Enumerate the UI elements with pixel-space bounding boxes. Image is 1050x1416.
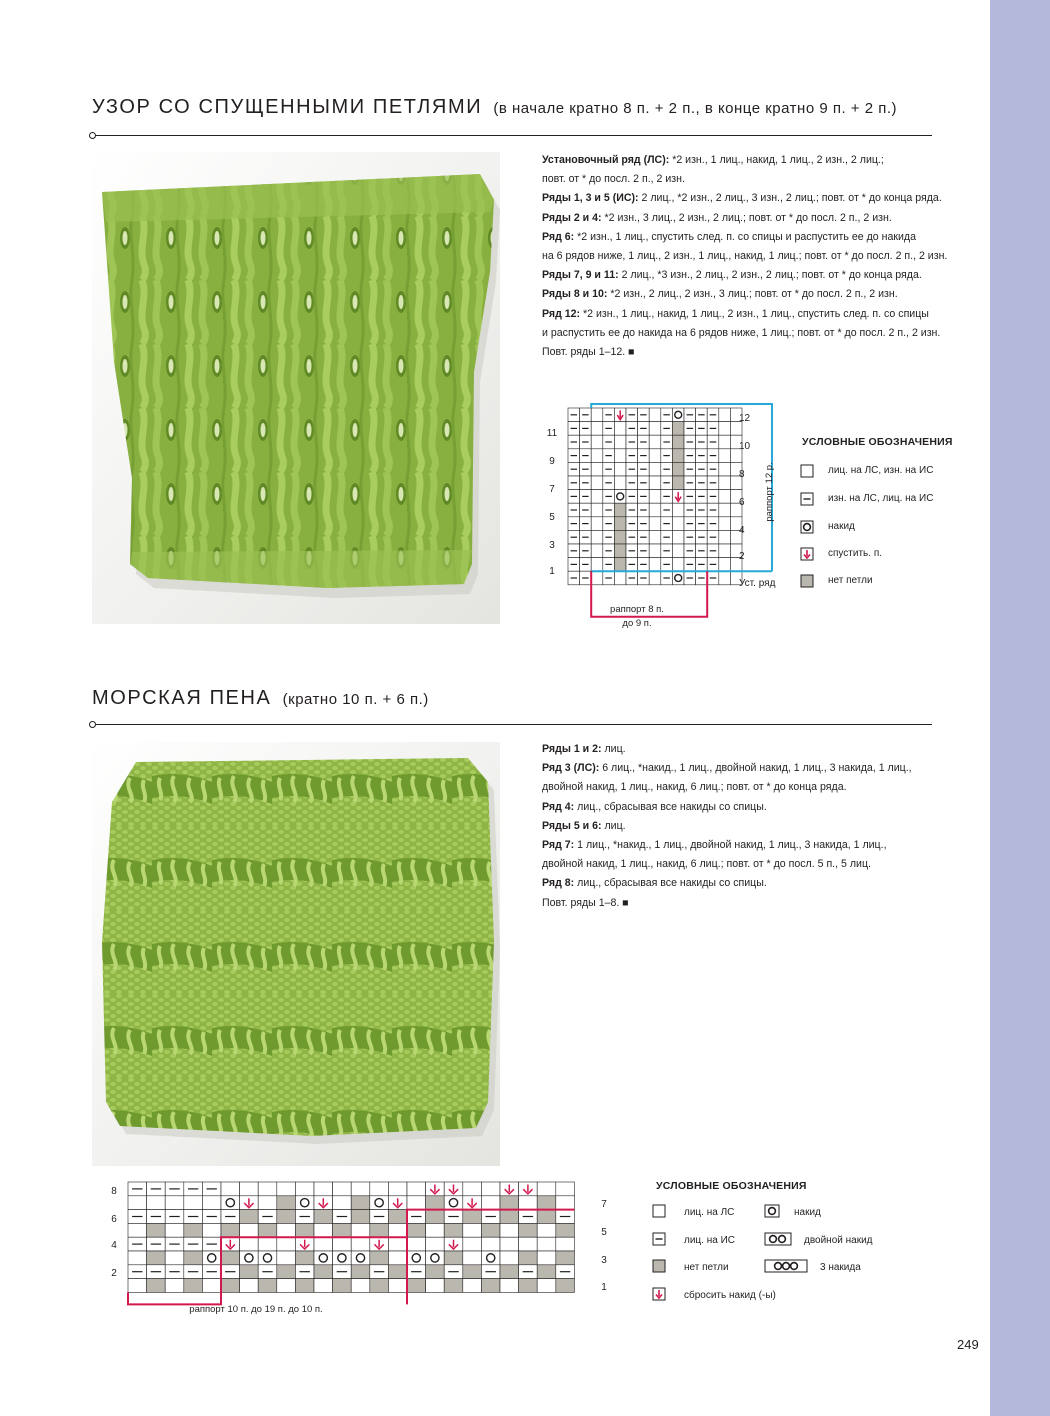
no-stitch-cell bbox=[258, 1223, 277, 1237]
knit-cell bbox=[202, 1279, 221, 1293]
knit-cell bbox=[128, 1196, 147, 1210]
double-yarn-over-icon bbox=[764, 1232, 792, 1246]
knit-cell bbox=[351, 1223, 370, 1237]
knit-cell bbox=[672, 558, 684, 572]
triple-yarn-over-icon bbox=[764, 1259, 808, 1273]
knit-cell bbox=[165, 1196, 184, 1210]
instruction-line: Ряд 4: лиц., сбрасывая все накиды со спицы. bbox=[542, 800, 767, 813]
no-stitch-cell bbox=[672, 449, 684, 463]
pattern-1-legend bbox=[800, 436, 980, 596]
knit-cell bbox=[614, 449, 626, 463]
no-stitch-cell bbox=[426, 1196, 445, 1210]
knit-cell bbox=[481, 1237, 500, 1251]
pattern-1-title bbox=[92, 96, 897, 119]
knit-cell bbox=[719, 571, 731, 585]
knit-cell bbox=[388, 1251, 407, 1265]
row-number: 1 bbox=[549, 566, 555, 577]
legend-item-label: 3 накида bbox=[820, 1262, 861, 1273]
knit-cell bbox=[426, 1237, 445, 1251]
no-stitch-cell bbox=[240, 1210, 259, 1224]
knit-cell bbox=[649, 544, 661, 558]
no-stitch-cell bbox=[614, 530, 626, 544]
legend-item-label: накид bbox=[794, 1207, 821, 1218]
knit-cell bbox=[614, 435, 626, 449]
instruction-line: Повт. ряды 1–8. ■ bbox=[542, 896, 629, 909]
knit-cell bbox=[128, 1251, 147, 1265]
legend-item-label: нет петли bbox=[828, 575, 873, 586]
dash-square-icon bbox=[800, 492, 814, 506]
knit-cell bbox=[719, 462, 731, 476]
knit-cell bbox=[258, 1196, 277, 1210]
yarn-over-icon bbox=[764, 1204, 780, 1218]
pattern-1-chart-left-row-numbers bbox=[547, 428, 558, 577]
knit-cell bbox=[719, 530, 731, 544]
no-stitch-cell bbox=[556, 1223, 575, 1237]
no-stitch-cell bbox=[221, 1251, 240, 1265]
no-stitch-cell bbox=[370, 1223, 389, 1237]
knit-cell bbox=[314, 1237, 333, 1251]
repeat-stitches-label: раппорт 8 п. bbox=[610, 604, 664, 615]
row-number: 6 bbox=[739, 497, 745, 508]
knit-cell bbox=[614, 571, 626, 585]
no-stitch-cell bbox=[444, 1279, 463, 1293]
instruction-line: Ряды 7, 9 и 11: 2 лиц., *3 изн., 2 лиц., 2 изн., 2 лиц.; повт. от * до конца ряда. bbox=[542, 269, 922, 282]
instruction-line: повт. от * до посл. 2 п., 2 изн. bbox=[542, 173, 685, 186]
knit-cell bbox=[370, 1182, 389, 1196]
knit-cell bbox=[500, 1237, 519, 1251]
knit-cell bbox=[333, 1182, 352, 1196]
knit-cell bbox=[277, 1237, 296, 1251]
row-number: 1 bbox=[601, 1282, 607, 1293]
knit-cell bbox=[295, 1182, 314, 1196]
pattern-1-title-text: УЗОР СО СПУЩЕННЫМИ ПЕТЛЯМИ bbox=[92, 96, 483, 118]
knit-cell bbox=[649, 558, 661, 572]
pattern-2-instructions bbox=[542, 740, 912, 913]
no-stitch-cell bbox=[221, 1279, 240, 1293]
knit-cell bbox=[128, 1223, 147, 1237]
row-number: 12 bbox=[739, 413, 751, 424]
no-stitch-cell bbox=[556, 1251, 575, 1265]
knit-cell bbox=[407, 1237, 426, 1251]
knit-cell bbox=[591, 490, 603, 504]
instruction-line: двойной накид, 1 лиц., накид, 6 лиц.; повт. от * до конца ряда. bbox=[542, 781, 847, 794]
knit-cell bbox=[719, 435, 731, 449]
no-stitch-cell bbox=[519, 1251, 538, 1265]
knit-cell bbox=[202, 1223, 221, 1237]
knit-cell bbox=[388, 1279, 407, 1293]
no-stitch-cell bbox=[537, 1196, 556, 1210]
knit-cell bbox=[426, 1279, 445, 1293]
knit-cell bbox=[591, 462, 603, 476]
no-stitch-cell bbox=[614, 544, 626, 558]
page-number: 249 bbox=[957, 1337, 979, 1352]
page-edge-tab bbox=[990, 0, 1050, 1416]
knit-cell bbox=[407, 1196, 426, 1210]
no-stitch-cell bbox=[426, 1210, 445, 1224]
row-number: 4 bbox=[111, 1240, 117, 1251]
knit-cell bbox=[556, 1237, 575, 1251]
no-stitch-cell bbox=[672, 462, 684, 476]
dash-square-icon bbox=[652, 1232, 666, 1246]
legend-item-label: изн. на ЛС, лиц. на ИС bbox=[828, 493, 934, 504]
legend-item-label: двойной накид bbox=[804, 1235, 873, 1246]
knit-cell bbox=[147, 1196, 166, 1210]
pattern-2-title-text: МОРСКАЯ ПЕНА bbox=[92, 687, 272, 709]
pattern-2-chart-right-row-numbers bbox=[601, 1199, 607, 1293]
instruction-line: Ряды 1 и 2: лиц. bbox=[542, 743, 626, 755]
knit-cell bbox=[202, 1196, 221, 1210]
row-number: 10 bbox=[739, 441, 751, 452]
knit-cell bbox=[258, 1237, 277, 1251]
knit-cell bbox=[719, 558, 731, 572]
instruction-line: и распустить ее до накида на 6 рядов ниже, 1 лиц.; повт. от * до посл. 2 п., 2 изн. bbox=[542, 326, 941, 339]
knit-cell bbox=[333, 1237, 352, 1251]
row-number: 8 bbox=[111, 1186, 117, 1197]
no-stitch-cell bbox=[351, 1196, 370, 1210]
knit-cell bbox=[314, 1182, 333, 1196]
no-stitch-cell bbox=[500, 1196, 519, 1210]
no-stitch-cell bbox=[672, 422, 684, 436]
no-stitch-cell bbox=[295, 1279, 314, 1293]
no-stitch-cell bbox=[614, 503, 626, 517]
knit-cell bbox=[463, 1237, 482, 1251]
drop-yarn-over-icon bbox=[652, 1287, 666, 1301]
knit-cell bbox=[591, 449, 603, 463]
row-number: 8 bbox=[739, 469, 745, 480]
no-stitch-cell bbox=[519, 1279, 538, 1293]
no-stitch-cell bbox=[407, 1279, 426, 1293]
knit-cell bbox=[240, 1237, 259, 1251]
no-stitch-cell bbox=[481, 1279, 500, 1293]
no-stitch-cell bbox=[481, 1223, 500, 1237]
row-number: 5 bbox=[549, 512, 555, 523]
pattern-2-rule bbox=[94, 724, 932, 725]
knit-cell bbox=[314, 1279, 333, 1293]
blank-square-icon bbox=[652, 1204, 666, 1218]
no-stitch-cell bbox=[295, 1251, 314, 1265]
no-stitch-cell bbox=[277, 1210, 296, 1224]
knit-cell bbox=[672, 544, 684, 558]
no-stitch-cell bbox=[444, 1251, 463, 1265]
knit-cell bbox=[221, 1182, 240, 1196]
no-stitch-cell bbox=[258, 1279, 277, 1293]
knit-cell bbox=[240, 1279, 259, 1293]
no-stitch-cell bbox=[240, 1265, 259, 1279]
row-number: 5 bbox=[601, 1227, 607, 1238]
knit-cell bbox=[556, 1182, 575, 1196]
no-stitch-cell bbox=[500, 1210, 519, 1224]
legend-item-label: нет петли bbox=[684, 1262, 729, 1273]
knit-cell bbox=[649, 490, 661, 504]
pattern-2-chart-grid bbox=[128, 1182, 574, 1304]
knit-cell bbox=[649, 449, 661, 463]
instruction-line: Ряд 8: лиц., сбрасывая все накиды со спицы. bbox=[542, 877, 767, 890]
knit-cell bbox=[649, 571, 661, 585]
knit-cell bbox=[719, 408, 731, 422]
knit-cell bbox=[537, 1223, 556, 1237]
no-stitch-cell bbox=[295, 1223, 314, 1237]
knit-cell bbox=[463, 1251, 482, 1265]
knit-cell bbox=[649, 422, 661, 436]
knit-cell bbox=[649, 517, 661, 531]
no-stitch-cell bbox=[333, 1279, 352, 1293]
pattern-1-instructions bbox=[542, 151, 947, 362]
row-number: 6 bbox=[111, 1214, 117, 1225]
knit-cell bbox=[500, 1279, 519, 1293]
knit-cell bbox=[500, 1251, 519, 1265]
knit-cell bbox=[351, 1237, 370, 1251]
pattern-1-rule bbox=[94, 135, 932, 136]
knit-cell bbox=[719, 476, 731, 490]
knit-cell bbox=[481, 1182, 500, 1196]
knit-cell bbox=[537, 1279, 556, 1293]
row-number: 4 bbox=[739, 525, 745, 536]
knit-cell bbox=[277, 1251, 296, 1265]
knit-cell bbox=[165, 1279, 184, 1293]
knit-cell bbox=[165, 1223, 184, 1237]
knit-cell bbox=[591, 517, 603, 531]
knit-cell bbox=[649, 476, 661, 490]
knit-cell bbox=[672, 530, 684, 544]
row-number: 9 bbox=[549, 456, 555, 467]
knit-cell bbox=[591, 530, 603, 544]
instruction-line: Ряд 7: 1 лиц., *накид., 1 лиц., двойной накид, 1 лиц., 3 накида, 1 лиц., bbox=[542, 838, 887, 851]
blank-square-icon bbox=[800, 464, 814, 478]
repeat-rows-label: раппорт 12 р. bbox=[764, 462, 775, 522]
no-stitch-cell bbox=[351, 1265, 370, 1279]
legend-item-label: сбросить накид (-ы) bbox=[684, 1290, 776, 1301]
no-stitch-cell bbox=[277, 1196, 296, 1210]
knit-cell bbox=[719, 490, 731, 504]
knit-cell bbox=[719, 449, 731, 463]
legend-title: УСЛОВНЫЕ ОБОЗНАЧЕНИЯ bbox=[656, 1180, 807, 1192]
knit-cell bbox=[333, 1196, 352, 1210]
knit-cell bbox=[537, 1182, 556, 1196]
instruction-line: Ряд 3 (ЛС): 6 лиц., *накид., 1 лиц., двойной накид, 1 лиц., 3 накида, 1 лиц., bbox=[542, 762, 912, 775]
knit-cell bbox=[614, 476, 626, 490]
knit-cell bbox=[519, 1196, 538, 1210]
knit-cell bbox=[649, 408, 661, 422]
repeat-stitches-label: до 9 п. bbox=[622, 618, 652, 629]
no-stitch-cell bbox=[388, 1265, 407, 1279]
no-stitch-cell bbox=[184, 1251, 203, 1265]
instruction-line: Повт. ряды 1–12. ■ bbox=[542, 345, 635, 358]
row-number: 7 bbox=[601, 1199, 607, 1210]
knit-cell bbox=[649, 435, 661, 449]
knit-cell bbox=[165, 1251, 184, 1265]
no-stitch-cell bbox=[500, 1265, 519, 1279]
no-stitch-cell bbox=[556, 1279, 575, 1293]
knit-cell bbox=[591, 571, 603, 585]
yarn-over-icon bbox=[800, 520, 814, 534]
pattern-2-chart-left-row-numbers bbox=[111, 1186, 117, 1279]
knit-cell bbox=[463, 1223, 482, 1237]
knit-cell bbox=[463, 1279, 482, 1293]
no-stitch-cell bbox=[463, 1210, 482, 1224]
knit-cell bbox=[128, 1279, 147, 1293]
knit-cell bbox=[277, 1279, 296, 1293]
pattern-1-swatch-photo bbox=[92, 152, 500, 624]
pattern-1-subtitle: (в начале кратно 8 п. + 2 п., в конце кратно 9 п. + 2 п.) bbox=[493, 100, 898, 117]
knit-cell bbox=[649, 530, 661, 544]
no-stitch-cell bbox=[184, 1223, 203, 1237]
knit-cell bbox=[591, 558, 603, 572]
no-stitch-cell bbox=[407, 1223, 426, 1237]
knit-cell bbox=[388, 1223, 407, 1237]
knit-cell bbox=[591, 435, 603, 449]
no-stitch-cell bbox=[314, 1265, 333, 1279]
no-stitch-cell bbox=[351, 1210, 370, 1224]
pattern-1-chart bbox=[540, 400, 790, 632]
instruction-line: двойной накид, 1 лиц., накид, 6 лиц.; повт. от * до посл. 5 п., 5 лиц. bbox=[542, 858, 871, 871]
no-stitch-cell bbox=[463, 1265, 482, 1279]
legend-item-label: спустить. п. bbox=[828, 548, 883, 559]
knit-cell bbox=[719, 503, 731, 517]
knit-cell bbox=[672, 517, 684, 531]
no-stitch-cell bbox=[444, 1223, 463, 1237]
knit-cell bbox=[672, 503, 684, 517]
knit-cell bbox=[719, 517, 731, 531]
no-stitch-icon bbox=[652, 1259, 666, 1273]
knit-cell bbox=[258, 1182, 277, 1196]
drop-stitch-icon bbox=[800, 547, 814, 561]
knit-cell bbox=[719, 544, 731, 558]
knit-cell bbox=[591, 408, 603, 422]
no-stitch-cell bbox=[277, 1265, 296, 1279]
no-stitch-cell bbox=[147, 1251, 166, 1265]
instruction-line: Ряды 5 и 6: лиц. bbox=[542, 819, 626, 832]
legend-item-label: лиц. на ЛС bbox=[684, 1207, 735, 1218]
row-number: 3 bbox=[601, 1255, 607, 1266]
knit-cell bbox=[314, 1223, 333, 1237]
instruction-line: Ряды 8 и 10: *2 изн., 2 лиц., 2 изн., 3 лиц.; повт. от * до посл. 2 п., 2 изн. bbox=[542, 288, 898, 301]
no-stitch-icon bbox=[800, 574, 814, 588]
knit-cell bbox=[591, 503, 603, 517]
pattern-2-legend bbox=[652, 1180, 892, 1310]
instruction-line: Ряд 6: *2 изн., 1 лиц., спустить след. п. со спицы и распустить ее до накида bbox=[542, 230, 916, 243]
pattern-2-title bbox=[92, 687, 429, 710]
pattern-2-swatch-photo bbox=[92, 742, 500, 1166]
repeat-stitches-label: раппорт 10 п. до 19 п. до 10 п. bbox=[189, 1304, 323, 1315]
knit-cell bbox=[591, 544, 603, 558]
knit-cell bbox=[463, 1182, 482, 1196]
no-stitch-cell bbox=[614, 558, 626, 572]
knit-cell bbox=[388, 1237, 407, 1251]
instruction-line: Ряд 12: *2 изн., 1 лиц., накид, 1 лиц., 2 изн., 1 лиц., спустить след. п. со спицы bbox=[542, 307, 929, 320]
legend-item-label: лиц. на ЛС, изн. на ИС bbox=[828, 465, 934, 476]
instruction-line: Установочный ряд (ЛС): *2 изн., 1 лиц., накид, 1 лиц., 2 изн., 2 лиц.; bbox=[542, 154, 884, 166]
no-stitch-cell bbox=[370, 1251, 389, 1265]
no-stitch-cell bbox=[614, 517, 626, 531]
no-stitch-cell bbox=[147, 1223, 166, 1237]
knit-cell bbox=[591, 476, 603, 490]
no-stitch-cell bbox=[370, 1279, 389, 1293]
knit-cell bbox=[277, 1182, 296, 1196]
instruction-line: Ряды 1, 3 и 5 (ИС): 2 лиц., *2 изн., 2 лиц., 3 изн., 2 лиц.; повт. от * до конца ряда. bbox=[542, 192, 942, 205]
knit-cell bbox=[556, 1196, 575, 1210]
knit-cell bbox=[500, 1223, 519, 1237]
no-stitch-cell bbox=[184, 1279, 203, 1293]
row-number: 11 bbox=[546, 428, 558, 439]
knit-cell bbox=[614, 462, 626, 476]
pattern-2-subtitle: (кратно 10 п. + 6 п.) bbox=[282, 691, 429, 708]
instruction-line: на 6 рядов ниже, 1 лиц., 2 изн., 1 лиц., накид, 1 лиц.; повт. от * до посл. 2 п., 2 изн. bbox=[542, 249, 948, 262]
no-stitch-cell bbox=[333, 1223, 352, 1237]
knit-cell bbox=[351, 1182, 370, 1196]
knit-cell bbox=[537, 1251, 556, 1265]
setup-row-label: Уст. ряд bbox=[739, 578, 776, 589]
knit-cell bbox=[519, 1237, 538, 1251]
knit-cell bbox=[351, 1279, 370, 1293]
knit-cell bbox=[481, 1196, 500, 1210]
knit-cell bbox=[614, 422, 626, 436]
legend-title: УСЛОВНЫЕ ОБОЗНАЧЕНИЯ bbox=[802, 436, 953, 448]
knit-cell bbox=[649, 503, 661, 517]
no-stitch-cell bbox=[314, 1210, 333, 1224]
knit-cell bbox=[719, 422, 731, 436]
knit-cell bbox=[277, 1223, 296, 1237]
pattern-2-chart bbox=[100, 1176, 620, 1322]
knit-cell bbox=[407, 1182, 426, 1196]
no-stitch-cell bbox=[672, 435, 684, 449]
knit-cell bbox=[591, 422, 603, 436]
no-stitch-cell bbox=[388, 1210, 407, 1224]
knit-cell bbox=[426, 1223, 445, 1237]
no-stitch-cell bbox=[672, 476, 684, 490]
knit-cell bbox=[388, 1182, 407, 1196]
no-stitch-cell bbox=[426, 1265, 445, 1279]
row-number: 2 bbox=[111, 1268, 117, 1279]
instruction-line: Ряды 2 и 4: *2 изн., 3 лиц., 2 изн., 2 лиц.; повт. от * до посл. 2 п., 2 изн. bbox=[542, 211, 892, 224]
no-stitch-cell bbox=[519, 1223, 538, 1237]
legend-item-label: накид bbox=[828, 521, 855, 532]
knit-cell bbox=[537, 1237, 556, 1251]
legend-item-label: лиц. на ИС bbox=[684, 1235, 735, 1246]
knit-cell bbox=[240, 1182, 259, 1196]
no-stitch-cell bbox=[537, 1265, 556, 1279]
no-stitch-cell bbox=[147, 1279, 166, 1293]
row-number: 2 bbox=[739, 551, 745, 562]
row-number: 7 bbox=[549, 484, 555, 495]
no-stitch-cell bbox=[221, 1223, 240, 1237]
knit-cell bbox=[184, 1196, 203, 1210]
row-number: 3 bbox=[549, 540, 555, 551]
knit-cell bbox=[649, 462, 661, 476]
knit-cell bbox=[240, 1223, 259, 1237]
no-stitch-cell bbox=[537, 1210, 556, 1224]
